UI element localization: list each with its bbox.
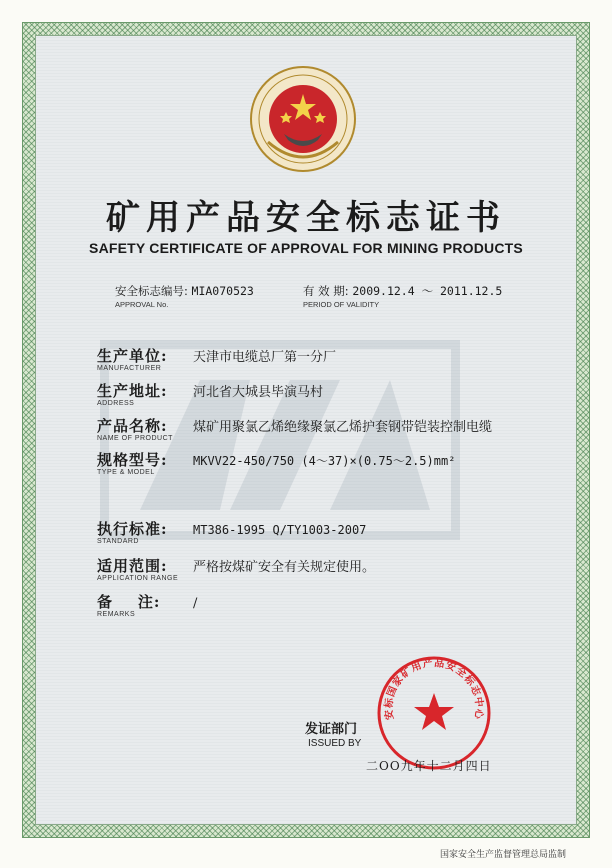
field-label-en: STANDARD	[97, 538, 139, 545]
approval-label: 安全标志编号:	[115, 284, 188, 298]
field-manufacturer	[97, 345, 337, 372]
field-label: 产品名称:	[97, 417, 168, 435]
approval-number	[115, 283, 254, 309]
field-label: 生产单位:	[97, 347, 168, 365]
field-label: 适用范围:	[97, 557, 168, 575]
field-value: 天津市电缆总厂第一分厂	[193, 350, 337, 365]
issued-by-label-en: ISSUED BY	[308, 738, 362, 749]
validity-label: 有 效 期:	[303, 284, 349, 298]
field-value: MT386-1995 Q/TY1003-2007	[193, 523, 367, 537]
footer-issuer: 国家安全生产监督管理总局监制	[440, 850, 567, 860]
field-label: 生产地址:	[97, 382, 168, 400]
field-label-en: ADDRESS	[97, 400, 135, 407]
field-product-name	[97, 415, 493, 442]
field-label-en: NAME OF PRODUCT	[97, 435, 173, 442]
field-label: 规格型号:	[97, 451, 168, 469]
field-value: /	[193, 596, 198, 611]
field-application-range	[97, 555, 376, 582]
field-label-en: APPLICATION RANGE	[97, 575, 179, 582]
validity-label-en: PERIOD OF VALIDITY	[303, 300, 380, 309]
field-address	[97, 380, 324, 407]
state-administration-emblem	[248, 64, 358, 174]
field-value: MKVV22-450/750 (4～37)×(0.75～2.5)mm²	[193, 454, 456, 468]
field-value: 煤矿用聚氯乙烯绝缘聚氯乙烯护套钢带铠装控制电缆	[193, 420, 493, 435]
official-seal	[376, 655, 492, 771]
title-chinese: 矿用产品安全标志证书	[106, 198, 506, 238]
issue-date: 二OO九年十二月四日	[366, 759, 492, 773]
field-label-en: REMARKS	[97, 611, 136, 618]
validity-period	[303, 283, 502, 309]
field-value: 严格按煤矿安全有关规定使用。	[193, 560, 376, 575]
field-label: 执行标准:	[97, 520, 168, 538]
approval-label-en: APPROVAL No.	[115, 300, 169, 309]
field-standard	[97, 518, 367, 545]
validity-value: 2009.12.4 ～ 2011.12.5	[352, 284, 503, 298]
title-english: SAFETY CERTIFICATE OF APPROVAL FOR MINING PRODUCTS	[89, 240, 523, 256]
field-remarks	[97, 591, 198, 618]
field-label-en: MANUFACTURER	[97, 365, 162, 372]
field-type-model	[97, 449, 456, 476]
seal-text: 安标国家矿用产品安全标志中心	[383, 657, 485, 721]
issued-by-label: 发证部门	[305, 722, 358, 737]
field-label-en: TYPE & MODEL	[97, 469, 155, 476]
field-value: 河北省大城县毕演马村	[193, 385, 324, 400]
approval-value: MIA070523	[191, 284, 254, 298]
field-label: 备 注:	[97, 593, 161, 611]
